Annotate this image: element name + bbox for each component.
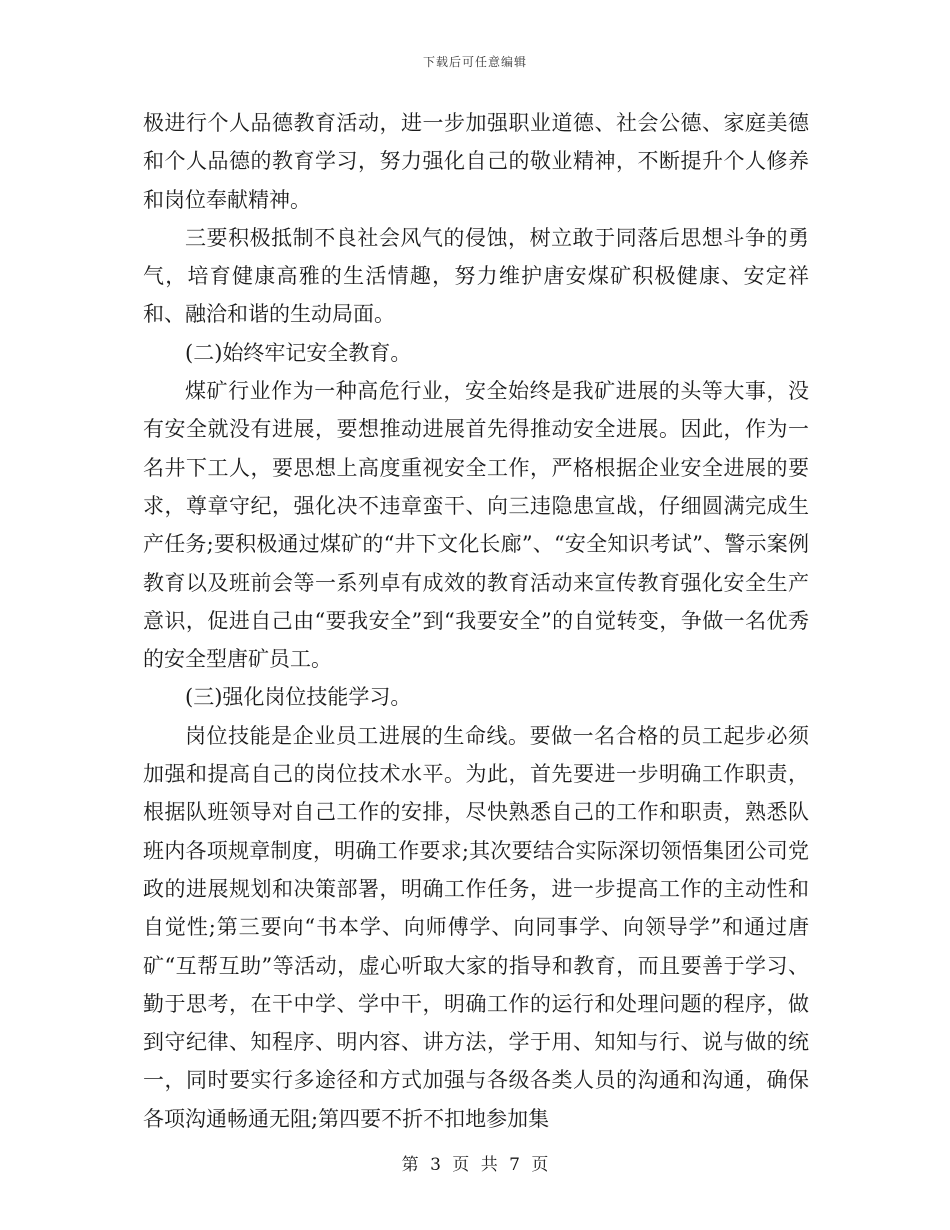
paragraph-safety-education: 煤矿行业作为一种高危行业，安全始终是我矿进展的头等大事，没有安全就没有进展，要想推动进展首先得推动安全进展。因此，作为一名井下工人，要思想上高度重视安全工作，严格根据企业安全进展的要求，尊章守纪，强化决不违章蛮干、向三违隐患宣战，仔细圆满完成生产任务;要积极通过煤矿的“井下文化长廊”、“安全知识考试”、警示案例教育以及班前会等一系列卓有成效的教育活动来宣传教育强化安全生产意识，促进自己由“要我安全”到“我要安全”的自觉转变，争做一名优秀的安全型唐矿员工。	[143, 379, 809, 672]
paragraph-resist-bad-habits: 三要积极抵制不良社会风气的侵蚀，树立敢于同落后思想斗争的勇气，培育健康高雅的生活情趣，努力维护唐安煤矿积极健康、安定祥和、融洽和谐的生动局面。	[143, 225, 809, 327]
document-body	[143, 104, 809, 1138]
section-heading-job-skills: (三)强化岗位技能学习。	[185, 685, 412, 710]
paragraph-continuation: 极进行个人品德教育活动，进一步加强职业道德、社会公德、家庭美德和个人品德的教育学习，努力强化自己的敬业精神，不断提升个人修养和岗位奉献精神。	[143, 111, 809, 212]
paragraph-job-skills: 岗位技能是企业员工进展的生命线。要做一名合格的员工起步必须加强和提高自己的岗位技术水平。为此，首先要进一步明确工作职责，根据队班领导对自己工作的安排，尽快熟悉自己的工作和职责，熟悉队班内各项规章制度，明确工作要求;其次要结合实际深切领悟集团公司党政的进展规划和决策部署，明确工作任务，进一步提高工作的主动性和自觉性;第三要向“书本学、向师傅学、向同事学、向领导学”和通过唐矿“互帮互助”等活动，虚心听取大家的指导和教育，而且要善于学习、勤于思考，在干中学、学中干，明确工作的运行和处理问题的程序，做到守纪律、知程序、明内容、讲方法，学于用、知知与行、说与做的统一，同时要实行多途径和方式加强与各级各类人员的沟通和沟通，确保各项沟通畅通无阻;第四要不折不扣地参加集	[143, 723, 809, 1131]
page-number-footer: 第 3 页 共 7 页	[401, 1155, 549, 1175]
page-header: 下载后可任意编辑	[422, 55, 527, 69]
section-heading-safety-education: (二)始终牢记安全教育。	[185, 340, 412, 365]
